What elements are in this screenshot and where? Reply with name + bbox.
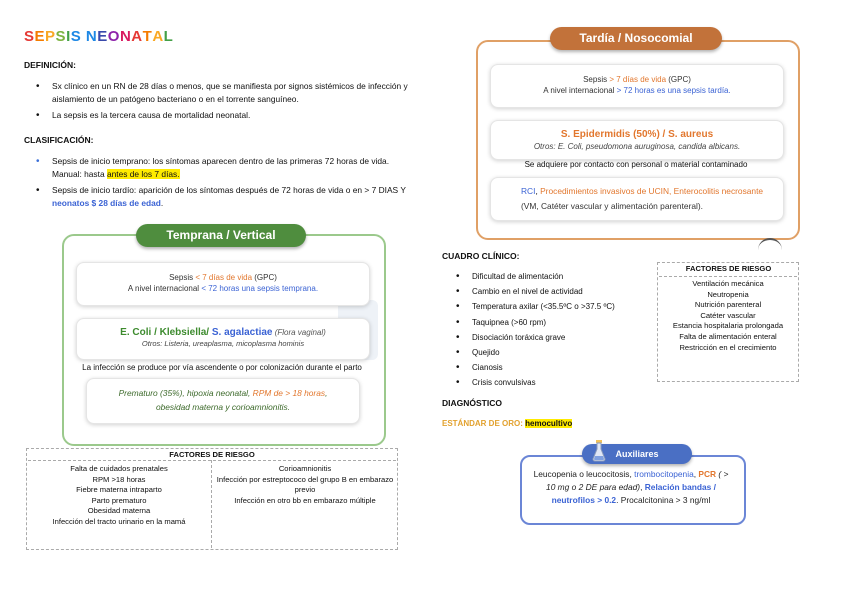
transmision-text: La infección se produce por vía ascendente o por colonización durante el parto: [82, 363, 362, 372]
cuadro-heading: CUADRO CLÍNICO:: [442, 251, 520, 261]
list-item: • Quejido: [450, 345, 660, 360]
list-item: • Disociación toráxica grave: [450, 330, 660, 345]
list-item: • Sx clínico en un RN de 28 días o menos, que se manifiesta por signos sistémicos de infección y aislamiento de un patógeno bacteriano o en el torrente sanguíneo.: [30, 80, 415, 106]
title-letter: N: [119, 28, 132, 45]
factores-divider: [28, 460, 396, 461]
temprana-pill: Temprana / Vertical: [136, 224, 306, 247]
estandar-oro: ESTÁNDAR DE ORO: hemocultivo: [442, 419, 573, 428]
list-item: • Cianosis: [450, 360, 660, 375]
factores-temprana-right: Corioamnionitis Infección por estreptococo del grupo B en embarazo previo Infección en otro bb en embarazo múltiple: [216, 464, 394, 505]
temprana-card-agentes: E. Coli / Klebsiella/ S. agalactiae (Flora vaginal) Otros: Listeria, ureaplasma, micoplasma hominis: [76, 318, 370, 360]
tardia-card-agentes: S. Epidermidis (50%) / S. aureus Otros: E. Coli, pseudomona auruginosa, candida albicans.: [490, 120, 784, 160]
title-letter: I: [66, 28, 71, 45]
page-title: [24, 28, 173, 45]
list-item: • Temperatura axilar (<35.5ºC o >37.5 ºC): [450, 299, 660, 314]
title-letter: S: [70, 28, 82, 45]
definicion-list: [30, 80, 415, 122]
list-item: • Sepsis de inicio temprano: los síntomas aparecen dentro de las primeras 72 horas de vida. Manual: hasta antes de los 7 días.: [30, 155, 415, 181]
clasificacion-list: [30, 155, 415, 210]
title-letter: T: [142, 28, 153, 45]
clasificacion-heading: CLASIFICACIÓN:: [24, 135, 94, 145]
definicion-heading: DEFINICIÓN:: [24, 60, 76, 70]
list-item: • La sepsis es la tercera causa de mortalidad neonatal.: [30, 109, 415, 122]
flask-icon: [592, 440, 606, 462]
title-letter: L: [163, 28, 174, 45]
temprana-card-definicion: Sepsis < 7 días de vida (GPC) A nivel internacional < 72 horas una sepsis temprana.: [76, 262, 370, 306]
title-letter: S: [24, 28, 35, 45]
tardia-transmision: Se adquiere por contacto con personal o material contaminado: [524, 160, 748, 169]
factores-vdivider: [211, 460, 212, 548]
temprana-card-factores: Prematuro (35%), hipoxia neonatal, RPM de > 18 horas, obesidad materna y corioamnionitis.: [86, 378, 360, 424]
cuadro-list: [450, 269, 660, 391]
title-letter: S: [55, 28, 67, 45]
tardia-pill: Tardía / Nosocomial: [550, 27, 722, 50]
factores-temprana-heading: FACTORES DE RIESGO: [169, 450, 255, 459]
list-item: • Taquipnea (>60 rpm): [450, 315, 660, 330]
tardia-card-definicion: Sepsis > 7 días de vida (GPC) A nivel internacional > 72 horas es una sepsis tardía.: [490, 64, 784, 108]
diagnostico-heading: DIAGNÓSTICO: [442, 398, 502, 408]
factores-tardia-heading: FACTORES DE RIESGO: [685, 264, 772, 273]
tardia-card-factores: RCI, Procedimientos invasivos de UCIN, Enterocolitis necrosante (VM, Catéter vascular y alimentación parenteral).: [490, 177, 784, 221]
title-letter: N: [85, 28, 98, 45]
auxiliares-text: Leucopenia o leucocitosis, trombocitopenia, PCR ( > 10 mg o 2 DE para edad), Relación bandas / neutrofilos > 0.2. Procalcitonina > 3 ng/ml: [533, 469, 729, 505]
factores-tardia-list: Ventilación mecánica Neutropenia Nutrición parenteral Catéter vascular Estancia hospitalaria prolongada Falta de alimentación enteral Restricción en el crecimiento: [672, 279, 784, 352]
title-letter: A: [152, 28, 164, 45]
title-letter: O: [107, 28, 120, 45]
title-letter: P: [45, 28, 56, 45]
list-item: • Cambio en el nivel de actividad: [450, 284, 660, 299]
factores-tardia-divider: [659, 276, 797, 277]
list-item: • Crisis convulsivas: [450, 375, 660, 390]
title-letter: E: [97, 28, 108, 45]
list-item: • Dificultad de alimentación: [450, 269, 660, 284]
factores-temprana-left: Falta de cuidados prenatales RPM >18 horas Fiebre materna intraparto Parto prematuro Obesidad materna Infección del tracto urinario en la mamá: [52, 464, 186, 526]
list-item: • Sepsis de inicio tardío: aparición de los síntomas después de 72 horas de vida o en > 7 DIAS Y neonatos $ 28 días de edad.: [30, 184, 415, 210]
auxiliares-pill: Auxiliares: [582, 444, 692, 464]
title-letter: A: [131, 28, 143, 45]
title-letter: E: [34, 28, 46, 45]
highlight-7-dias: antes de los 7 días.: [106, 169, 180, 179]
